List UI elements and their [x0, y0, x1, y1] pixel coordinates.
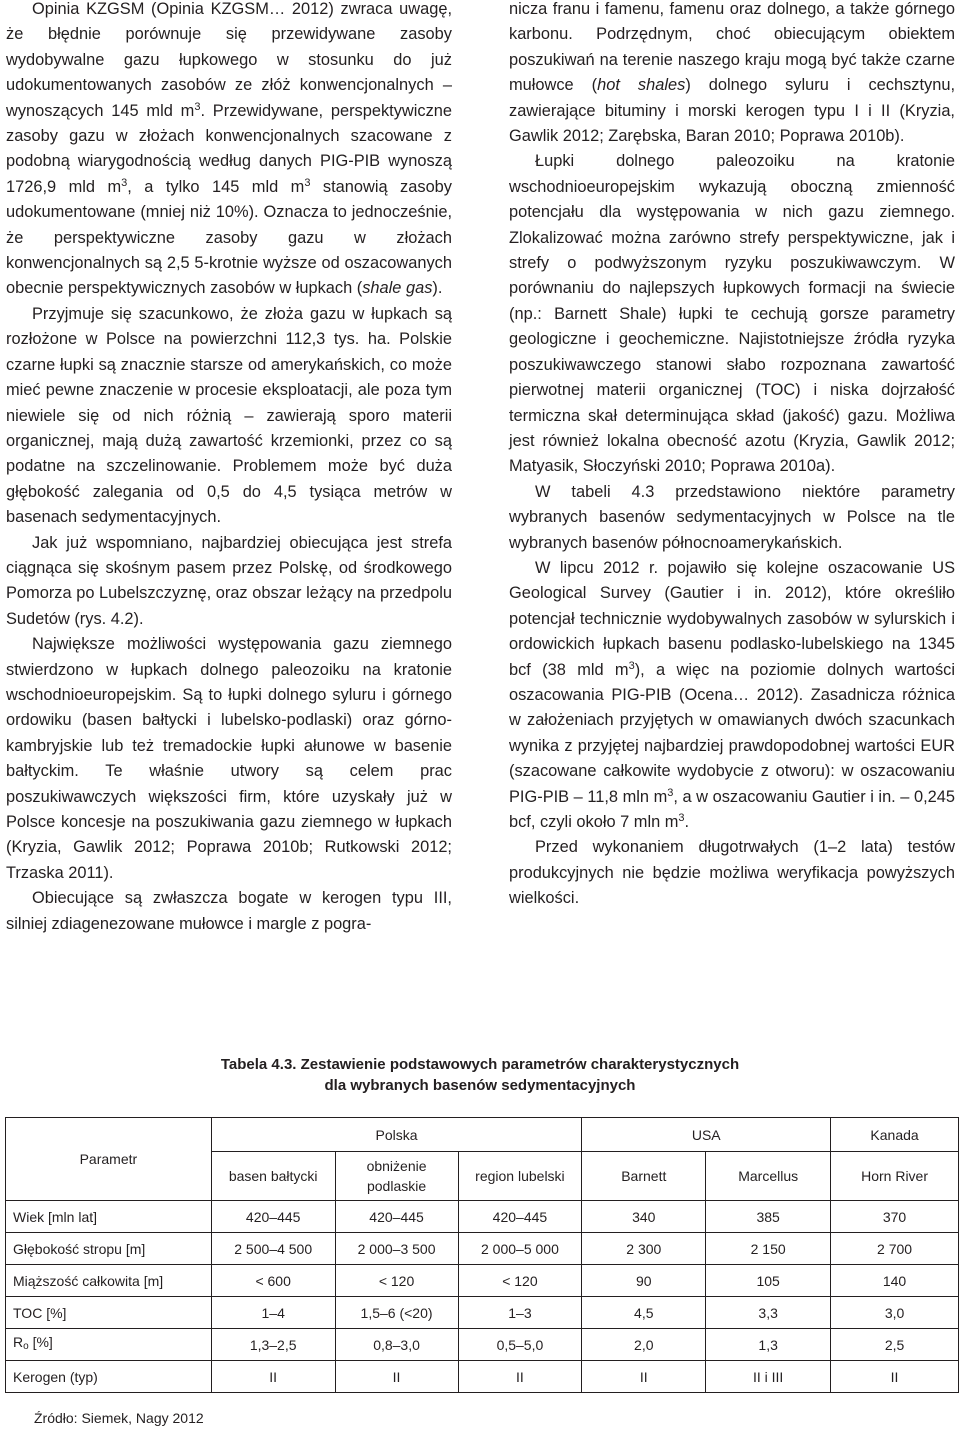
table-cell: 4,5	[582, 1297, 706, 1329]
table-cell: 2 700	[831, 1233, 959, 1265]
table-cell: II	[458, 1361, 582, 1393]
basin-header: Barnett	[582, 1152, 706, 1201]
table-cell: 0,8–3,0	[335, 1329, 458, 1361]
table-cell: 1,3–2,5	[211, 1329, 335, 1361]
table-cell: 1,3	[706, 1329, 831, 1361]
table-cell: 2,5	[831, 1329, 959, 1361]
row-label: $R_o$ [%]	[6, 1329, 212, 1361]
group-header: USA	[582, 1118, 831, 1152]
row-label: TOC [%]	[6, 1297, 212, 1329]
basin-header: basen bałtycki	[211, 1152, 335, 1201]
table-cell: 2 300	[582, 1233, 706, 1265]
table-cell: 2 000–5 000	[458, 1233, 582, 1265]
right-column	[509, 0, 955, 912]
table-row	[6, 1297, 959, 1329]
table-cell: 90	[582, 1265, 706, 1297]
table-cell: 2 000–3 500	[335, 1233, 458, 1265]
table-cell: 105	[706, 1265, 831, 1297]
paragraph: W tabeli 4.3 przedstawiono niektóre parametry wybranych basenów sedymentacyjnych w Polsce na tle wybranych basenów północnoamerykańskich.	[509, 482, 955, 552]
table-cell: 370	[831, 1201, 959, 1233]
paragraph: W lipcu 2012 r. pojawiło się kolejne oszacowanie US Geological Survey (Gautier i in. 2012), które określiło potencjał technicznie wydobywalnych zasobów w sylurskich i ordowickich łupkach basenu podlasko-lubelskiego na 1345 bcf (38 mld $m^3$), a więc na poziomie dolnych wartości oszacowania PIG-PIB (Ocena… 2012). Zasadnicza różnica w założeniach przyjętych w omawianych dwóch szacunkach wynika z przyjętej najbardziej prawdopodobnej wartości EUR (szacowane całkowite wydobycie z otworu): w oszacowaniu PIG-PIB – 11,8 mln $m^3$, a w oszacowaniu Gautier i in. – 0,245 bcf, czyli około 7 mln $m^3$.	[509, 558, 955, 831]
table-cell: II	[335, 1361, 458, 1393]
table-cell: 3,0	[831, 1297, 959, 1329]
table-source: Źródło: Siemek, Nagy 2012	[34, 1410, 204, 1426]
group-header: Polska	[211, 1118, 582, 1152]
table-cell: 2,0	[582, 1329, 706, 1361]
group-header: Kanada	[831, 1118, 959, 1152]
row-label: Głębokość stropu [m]	[6, 1233, 212, 1265]
basin-header: Horn River	[831, 1152, 959, 1201]
paragraph: Przyjmuje się szacunkowo, że złoża gazu w łupkach są rozłożone w Polsce na powierzchni 112,3 tys. ha. Polskie czarne łupki są znacznie starsze od amerykańskich, co może mieć pewne znaczenie w procesie eksploatacji, ale poza tym niewiele się od nich różnią – zawierają sporo materii organicznej, mają dużą zawartość krzemionki, przez co są podatne na szczelinowanie. Problemem może być duża głębokość zalegania od 0,5 do 4,5 tysiąca metrów w basenach sedymentacyjnych.	[6, 304, 452, 527]
table-row	[6, 1361, 959, 1393]
table-cell: 1–3	[458, 1297, 582, 1329]
table-cell: 385	[706, 1201, 831, 1233]
table-cell: 2 150	[706, 1233, 831, 1265]
table-row	[6, 1265, 959, 1297]
paragraph: nicza franu i famenu, famenu oraz dolnego, a także górnego karbonu. Podrzędnym, choć obiecującym obiektem poszukiwań na terenie naszego kraju mogą być także czarne mułowce (hot shales) dolnego syluru i cechsztynu, zawierające bituminy i morski kerogen typu I i II (Kryzia, Gawlik 2012; Zarębska, Baran 2010; Poprawa 2010b).	[509, 0, 956, 146]
table-cell: II i III	[706, 1361, 831, 1393]
table-row	[6, 1329, 959, 1361]
param-header: Parametr	[6, 1118, 212, 1201]
table-caption: Tabela 4.3. Zestawienie podstawowych parametrów charakterystycznych	[220, 1056, 740, 1073]
row-label: Miąższość całkowita [m]	[6, 1265, 212, 1297]
paragraph: Największe możliwości występowania gazu ziemnego stwierdzono w łupkach dolnego paleozoiku na kratonie wschodnioeuropejskim. Są to łupki dolnego syluru i górnego ordowiku (basen bałtycki i lubelsko-podlaski) oraz górno-kambryjskie lub też tremadockie łupki ałunowe w basenie bałtyckim. Te właśnie utwory są celem prac poszukiwawczych większości firm, które uzyskały już w Polsce koncesje na poszukiwania gazu ziemnego w łupkach (Kryzia, Gawlik 2012; Poprawa 2010b; Rutkowski 2012; Trzaska 2011).	[6, 635, 452, 882]
table-cell: < 600	[211, 1265, 335, 1297]
paragraph: Przed wykonaniem długotrwałych (1–2 lata) testów produkcyjnych nie będzie możliwa weryfikacja powyższych wielkości.	[509, 838, 955, 908]
row-label: Wiek [mln lat]	[6, 1201, 212, 1233]
basin-header: region lubelski	[458, 1152, 582, 1201]
table-cell: 420–445	[211, 1201, 335, 1233]
left-column	[6, 0, 452, 937]
table-row	[6, 1201, 959, 1233]
paragraph: Łupki dolnego paleozoiku na kratonie wschodnioeuropejskim wykazują oboczną zmienność potencjału dla występowania w nich gazu ziemnego. Zlokalizować można zarówno strefy perspektywiczne, jak i strefy o podwyższonym ryzyku poszukiwawczym. W porównaniu do najlepszych łupkowych formacji na świecie (np.: Barnett Shale) łupki te cechują gorsze parametry geologiczne i geochemiczne. Najistotniejsze źródła ryzyka poszukiwawczego stanowi słabo rozpoznana zawartość pierwotnej materii organicznej (TOC) i niska dojrzałość termiczna skał determinująca skład (jakość) gazu. Możliwa jest również lokalna obecność azotu (Kryzia, Gawlik 2012; Matyasik, Słoczyński 2010; Poprawa 2010a).	[509, 152, 955, 476]
paragraph: Opinia KZGSM (Opinia KZGSM… 2012) zwraca uwagę, że błędnie porównuje się przewidywane zasoby wydobywalne gazu łupkowego w stosunku do już udokumentowanych zasobów ze złóż konwencjonalnych – wynoszących 145 mld $m^3$. Przewidywane, perspektywiczne zasoby gazu w złożach konwencjonalnych szacowane z podobną wiarygodnością według danych PIG-PIB wynoszą 1726,9 mld $m^3$, a tylko 145 mld $m^3$ stanowią zasoby udokumentowane (mniej niż 10%). Oznacza to jednocześnie, że perspektywiczne zasoby gazu w złożach konwencjonalnych są 2,5 5-krotnie wyższe od oszacowanych obecnie perspektywicznych zasobów w łupkach (shale gas).	[6, 0, 452, 298]
table-cell: 340	[582, 1201, 706, 1233]
table-cell: 2 500–4 500	[211, 1233, 335, 1265]
table-cell: 420–445	[458, 1201, 582, 1233]
basin-header: Marcellus	[706, 1152, 831, 1201]
paragraph: Jak już wspomniano, najbardziej obiecująca jest strefa ciągnąca się skośnym pasem przez Polskę, od środkowego Pomorza po Lubelszczyznę, oraz obszar leżący na przedpolu Sudetów (rys. 4.2).	[6, 533, 452, 628]
table-cell: < 120	[335, 1265, 458, 1297]
basin-header: obniżenie podlaskie	[335, 1152, 458, 1201]
table-header-row	[6, 1118, 959, 1152]
table-caption-line2: dla wybranych basenów sedymentacyjnych	[324, 1077, 636, 1094]
table-cell: 1,5–6 (<20)	[335, 1297, 458, 1329]
table-cell: 1–4	[211, 1297, 335, 1329]
table-cell: 0,5–5,0	[458, 1329, 582, 1361]
table-cell: II	[211, 1361, 335, 1393]
row-label: Kerogen (typ)	[6, 1361, 212, 1393]
table-cell: 3,3	[706, 1297, 831, 1329]
table-cell: II	[582, 1361, 706, 1393]
table-cell: 140	[831, 1265, 959, 1297]
table-cell: < 120	[458, 1265, 582, 1297]
table-cell: II	[831, 1361, 959, 1393]
table-cell: 420–445	[335, 1201, 458, 1233]
paragraph: Obiecujące są zwłaszcza bogate w kerogen typu III, silniej zdiagenezowane mułowce i margle z pogra-	[6, 889, 452, 933]
table-row	[6, 1233, 959, 1265]
parameters-table	[5, 1117, 959, 1393]
